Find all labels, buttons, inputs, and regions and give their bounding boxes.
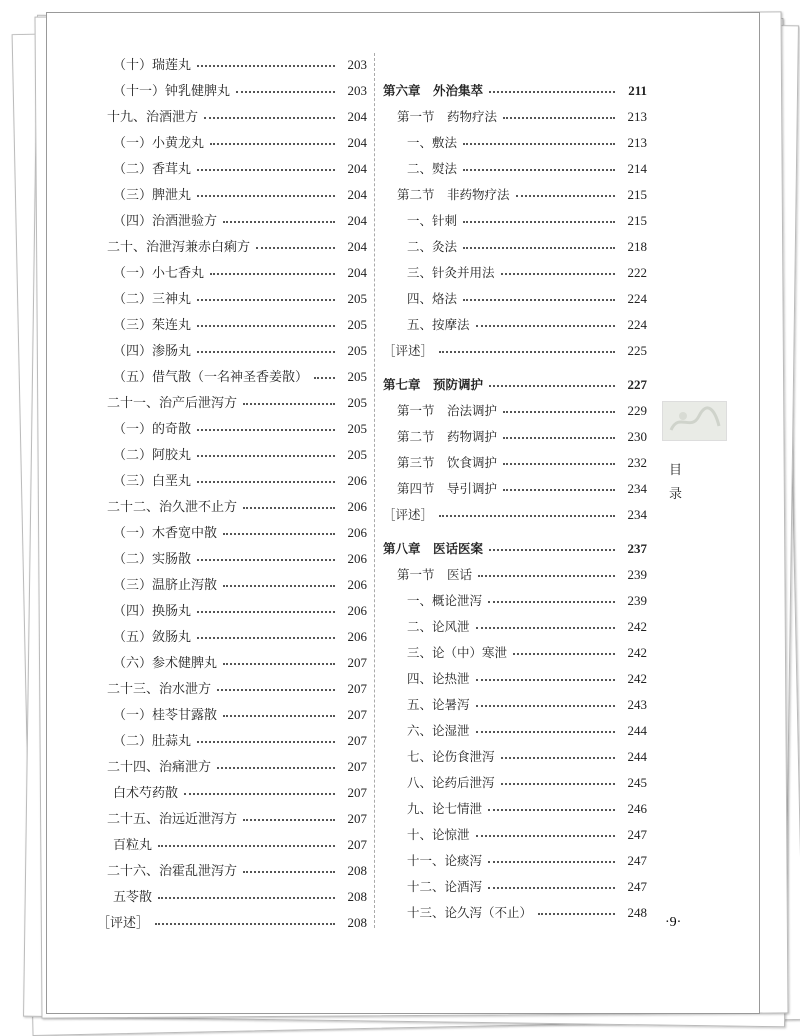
toc-entry-title: 第一节 治法调护 xyxy=(397,403,498,418)
toc-entry-title: 七、论伤食泄泻 xyxy=(407,749,495,764)
toc-entry xyxy=(83,697,367,723)
dot-leader xyxy=(210,273,335,275)
toc-entry-title: 二、论风泄 xyxy=(407,619,470,634)
toc-entry-page: 204 xyxy=(347,161,367,176)
toc-entry-title: 二十四、治痛泄方 xyxy=(107,760,212,775)
toc-entry-page: 245 xyxy=(627,775,647,790)
toc-entry-page: 248 xyxy=(627,905,647,920)
toc-entry-page: 205 xyxy=(347,369,367,384)
dot-leader xyxy=(501,757,615,759)
toc-entry-page: 208 xyxy=(347,915,367,930)
toc-entry-title: 二十六、治霍乱泄泻方 xyxy=(107,864,238,879)
dot-leader xyxy=(501,783,615,785)
toc-entry-page: 247 xyxy=(627,853,647,868)
toc-entry-page: 242 xyxy=(627,671,647,686)
toc-entry xyxy=(383,843,647,869)
toc-entry xyxy=(383,471,647,497)
dot-leader xyxy=(463,247,615,249)
toc-entry-title: （三）温脐止泻散 xyxy=(113,578,218,593)
dot-leader xyxy=(243,819,335,821)
toc-entry xyxy=(83,775,367,801)
toc-entry-title: 第三节 饮食调护 xyxy=(397,455,498,470)
dot-leader xyxy=(197,429,335,431)
toc-entry-page: 227 xyxy=(627,377,647,392)
toc-entry-page: 213 xyxy=(627,109,647,124)
toc-entry-title: （二）三神丸 xyxy=(113,292,192,307)
dot-leader xyxy=(197,351,335,353)
dot-leader xyxy=(476,325,615,327)
toc-entry-page: 204 xyxy=(347,135,367,150)
toc-entry-page: 203 xyxy=(347,83,367,98)
toc-entry xyxy=(83,879,367,905)
toc-entry-page: 222 xyxy=(627,265,647,280)
dot-leader xyxy=(197,637,335,639)
dot-leader xyxy=(538,913,615,915)
toc-entry xyxy=(383,661,647,687)
dot-leader xyxy=(503,463,615,465)
dot-leader xyxy=(513,653,615,655)
dot-leader xyxy=(223,533,335,535)
dot-leader xyxy=(489,385,615,387)
dot-leader xyxy=(439,351,615,353)
dot-leader xyxy=(197,169,335,171)
toc-entry-title: （四）换肠丸 xyxy=(113,604,192,619)
dot-leader xyxy=(463,221,615,223)
dot-leader xyxy=(463,143,615,145)
toc-entry-title: 五苓散 xyxy=(113,890,153,905)
toc-entry xyxy=(383,687,647,713)
toc-entry-title: （二）肚蒜丸 xyxy=(113,734,192,749)
dot-leader xyxy=(503,489,615,491)
toc-entry xyxy=(83,801,367,827)
toc-entry xyxy=(83,437,367,463)
toc-entry-title: 一、概论泄泻 xyxy=(407,593,483,608)
toc-entry xyxy=(83,619,367,645)
toc-entry xyxy=(383,99,647,125)
toc-entry-title: 十九、治酒泄方 xyxy=(107,110,199,125)
toc-entry xyxy=(83,541,367,567)
toc-entry-title: 十三、论久泻（不止） xyxy=(407,905,533,920)
toc-entry-page: 207 xyxy=(347,681,367,696)
toc-entry xyxy=(83,671,367,697)
dot-leader xyxy=(158,845,335,847)
dot-leader xyxy=(197,741,335,743)
toc-entry xyxy=(383,739,647,765)
dot-leader xyxy=(488,809,615,811)
toc-right-column xyxy=(383,65,647,921)
toc-entry xyxy=(83,47,367,73)
toc-entry xyxy=(83,723,367,749)
toc-entry-page: 211 xyxy=(628,83,647,98)
toc-left-column xyxy=(83,47,367,931)
toc-entry-title: 第四节 导引调护 xyxy=(397,481,498,496)
toc-entry-page: 230 xyxy=(627,429,647,444)
toc-entry-title: 第二节 非药物疗法 xyxy=(397,187,510,202)
toc-entry xyxy=(83,255,367,281)
toc-entry-title: ［评述］ xyxy=(383,507,434,522)
toc-entry-page: 204 xyxy=(347,239,367,254)
toc-entry-title: ［评述］ xyxy=(383,343,434,358)
toc-entry-page: 244 xyxy=(627,723,647,738)
toc-entry-page: 204 xyxy=(347,213,367,228)
toc-entry xyxy=(383,151,647,177)
toc-entry xyxy=(383,609,647,635)
toc-entry-title: （一）木香宽中散 xyxy=(113,526,218,541)
toc-entry-page: 207 xyxy=(347,785,367,800)
dot-leader xyxy=(516,195,615,197)
toc-entry xyxy=(83,905,367,931)
toc-entry xyxy=(83,827,367,853)
toc-entry-page: 213 xyxy=(627,135,647,150)
toc-entry xyxy=(83,645,367,671)
toc-entry xyxy=(83,489,367,515)
toc-entry-page: 224 xyxy=(627,317,647,332)
dot-leader xyxy=(489,91,615,93)
toc-entry-title: 二、熨法 xyxy=(407,161,458,176)
toc-entry-page: 206 xyxy=(347,499,367,514)
toc-entry-page: 207 xyxy=(347,655,367,670)
toc-entry-title: 百粒丸 xyxy=(113,838,153,853)
dot-leader xyxy=(197,455,335,457)
toc-entry-page: 243 xyxy=(627,697,647,712)
toc-entry xyxy=(83,307,367,333)
toc-entry-page: 206 xyxy=(347,473,367,488)
toc-entry-title: 二、灸法 xyxy=(407,239,458,254)
dot-leader xyxy=(223,585,335,587)
toc-entry-title: （四）渗肠丸 xyxy=(113,344,192,359)
toc-entry-title: （一）的奇散 xyxy=(113,422,192,437)
toc-chapter-entry xyxy=(383,531,647,557)
toc-entry-title: 第七章 预防调护 xyxy=(383,377,484,392)
toc-entry xyxy=(383,393,647,419)
toc-entry-title: 四、烙法 xyxy=(407,291,458,306)
dot-leader xyxy=(197,611,335,613)
toc-entry xyxy=(383,125,647,151)
dot-leader xyxy=(236,91,335,93)
toc-entry-page: 207 xyxy=(347,837,367,852)
toc-entry-page: 234 xyxy=(627,507,647,522)
toc-entry-title: 第一节 医话 xyxy=(397,567,473,582)
toc-entry xyxy=(383,281,647,307)
toc-entry xyxy=(383,445,647,471)
toc-entry xyxy=(383,307,647,333)
toc-entry-title: （四）治酒泄验方 xyxy=(113,214,218,229)
toc-entry-title: 九、论七情泄 xyxy=(407,801,483,816)
toc-entry xyxy=(83,853,367,879)
dot-leader xyxy=(503,117,615,119)
toc-entry-page: 207 xyxy=(347,733,367,748)
dot-leader xyxy=(488,887,615,889)
toc-entry-title: 二十二、治久泄不止方 xyxy=(107,500,238,515)
dot-leader xyxy=(197,559,335,561)
toc-entry xyxy=(383,713,647,739)
toc-entry xyxy=(83,515,367,541)
dot-leader xyxy=(488,861,615,863)
side-label-mu: 目 xyxy=(669,463,683,478)
toc-entry-page: 206 xyxy=(347,551,367,566)
toc-entry xyxy=(83,177,367,203)
toc-entry-title: 二十五、治远近泄泻方 xyxy=(107,812,238,827)
dot-leader xyxy=(197,481,335,483)
toc-entry-title: 二十一、治产后泄泻方 xyxy=(107,396,238,411)
toc-entry xyxy=(383,765,647,791)
toc-entry-page: 205 xyxy=(347,291,367,306)
toc-entry-title: （二）阿胶丸 xyxy=(113,448,192,463)
toc-entry xyxy=(383,419,647,445)
toc-entry xyxy=(83,385,367,411)
toc-entry-title: （二）实肠散 xyxy=(113,552,192,567)
toc-entry-title: 三、论（中）寒泄 xyxy=(407,645,508,660)
toc-entry-title: 四、论热泄 xyxy=(407,671,470,686)
dot-leader xyxy=(243,507,335,509)
toc-entry-page: 229 xyxy=(627,403,647,418)
toc-entry-page: 206 xyxy=(347,577,367,592)
toc-page xyxy=(46,12,760,1014)
toc-entry-title: （一）桂苓甘露散 xyxy=(113,708,218,723)
toc-entry-page: 244 xyxy=(627,749,647,764)
toc-entry-page: 215 xyxy=(627,187,647,202)
toc-entry xyxy=(383,333,647,359)
dot-leader xyxy=(503,437,615,439)
toc-entry xyxy=(83,593,367,619)
dot-leader xyxy=(197,325,335,327)
dot-leader xyxy=(476,627,615,629)
toc-entry-page: 242 xyxy=(627,619,647,634)
toc-entry xyxy=(83,151,367,177)
toc-entry xyxy=(383,869,647,895)
toc-entry-title: 一、敷法 xyxy=(407,135,458,150)
toc-entry-title: （十一）钟乳健脾丸 xyxy=(113,84,231,99)
toc-entry xyxy=(383,229,647,255)
toc-entry-page: 247 xyxy=(627,827,647,842)
toc-entry-page: 203 xyxy=(347,57,367,72)
toc-entry-page: 204 xyxy=(347,109,367,124)
toc-entry xyxy=(83,281,367,307)
dot-leader xyxy=(476,835,615,837)
toc-entry-title: 五、按摩法 xyxy=(407,317,470,332)
toc-entry-title: （六）参术健脾丸 xyxy=(113,656,218,671)
dot-leader xyxy=(155,923,335,925)
toc-entry-page: 206 xyxy=(347,629,367,644)
dot-leader xyxy=(217,689,335,691)
column-divider xyxy=(374,53,375,928)
toc-entry xyxy=(383,203,647,229)
toc-entry-page: 242 xyxy=(627,645,647,660)
toc-entry xyxy=(83,73,367,99)
toc-entry-page: 206 xyxy=(347,525,367,540)
side-label-lu: 录 xyxy=(669,487,683,502)
toc-entry-page: 232 xyxy=(627,455,647,470)
toc-entry xyxy=(83,203,367,229)
toc-entry-page: 234 xyxy=(627,481,647,496)
toc-entry-title: 二十、治泄泻兼赤白痢方 xyxy=(107,240,251,255)
toc-entry xyxy=(83,229,367,255)
toc-entry-page: 208 xyxy=(347,889,367,904)
dot-leader xyxy=(158,897,335,899)
toc-entry-title: （三）茱连丸 xyxy=(113,318,192,333)
toc-entry-page: 206 xyxy=(347,603,367,618)
toc-entry-title: 一、针刺 xyxy=(407,213,458,228)
dot-leader xyxy=(223,221,335,223)
toc-chapter-entry xyxy=(383,367,647,393)
toc-entry-title: （三）脾泄丸 xyxy=(113,188,192,203)
dot-leader xyxy=(243,871,335,873)
dot-leader xyxy=(463,299,615,301)
toc-entry-page: 215 xyxy=(627,213,647,228)
dot-leader xyxy=(256,247,335,249)
dot-leader xyxy=(501,273,615,275)
toc-entry-page: 247 xyxy=(627,879,647,894)
toc-entry-page: 205 xyxy=(347,421,367,436)
page-number: ·9· xyxy=(665,915,682,930)
toc-entry-title: 二十三、治水泄方 xyxy=(107,682,212,697)
toc-entry xyxy=(83,463,367,489)
toc-entry-page: 224 xyxy=(627,291,647,306)
dot-leader xyxy=(489,549,615,551)
toc-entry-title: 第六章 外治集萃 xyxy=(383,83,484,98)
toc-entry-page: 207 xyxy=(347,759,367,774)
toc-entry xyxy=(83,99,367,125)
toc-entry-page: 205 xyxy=(347,343,367,358)
toc-chapter-entry xyxy=(383,73,647,99)
dot-leader xyxy=(503,411,615,413)
dot-leader xyxy=(478,575,615,577)
toc-entry xyxy=(83,333,367,359)
dot-leader xyxy=(197,195,335,197)
toc-entry-page: 246 xyxy=(627,801,647,816)
dot-leader xyxy=(197,65,335,67)
toc-entry xyxy=(383,255,647,281)
toc-entry-page: 207 xyxy=(347,707,367,722)
toc-entry-title: （三）白垩丸 xyxy=(113,474,192,489)
toc-entry-page: 239 xyxy=(627,567,647,582)
toc-entry-title: （五）敛肠丸 xyxy=(113,630,192,645)
dot-leader xyxy=(223,663,335,665)
toc-entry xyxy=(83,125,367,151)
dot-leader xyxy=(184,793,335,795)
toc-entry-page: 239 xyxy=(627,593,647,608)
toc-entry-title: 五、论暑泻 xyxy=(407,697,470,712)
toc-entry-title: （五）借气散（一名神圣香姜散） xyxy=(113,370,309,385)
toc-entry-page: 205 xyxy=(347,395,367,410)
toc-entry xyxy=(383,817,647,843)
toc-entry-page: 204 xyxy=(347,187,367,202)
toc-entry-page: 218 xyxy=(627,239,647,254)
toc-entry-title: （一）小七香丸 xyxy=(113,266,205,281)
toc-entry xyxy=(83,359,367,385)
dot-leader xyxy=(439,515,615,517)
toc-entry-page: 205 xyxy=(347,317,367,332)
toc-entry xyxy=(83,567,367,593)
toc-entry xyxy=(383,583,647,609)
dot-leader xyxy=(243,403,335,405)
toc-entry-title: 八、论药后泄泻 xyxy=(407,775,495,790)
toc-entry xyxy=(383,497,647,523)
toc-entry-title: ［评述］ xyxy=(97,916,150,931)
toc-entry xyxy=(383,557,647,583)
dot-leader xyxy=(314,377,335,379)
dot-leader xyxy=(463,169,615,171)
toc-entry-page: 208 xyxy=(347,863,367,878)
toc-entry xyxy=(83,411,367,437)
toc-entry-page: 207 xyxy=(347,811,367,826)
toc-entry xyxy=(383,635,647,661)
toc-entry-title: （一）小黄龙丸 xyxy=(113,136,205,151)
dot-leader xyxy=(217,767,335,769)
toc-entry-title: 第八章 医话医案 xyxy=(383,541,484,556)
dot-leader xyxy=(488,601,615,603)
dot-leader xyxy=(476,679,615,681)
dot-leader xyxy=(223,715,335,717)
toc-entry-title: 十二、论酒泻 xyxy=(407,879,483,894)
toc-entry-title: 白术芍药散 xyxy=(113,786,179,801)
toc-entry xyxy=(383,177,647,203)
dot-leader xyxy=(197,299,335,301)
dot-leader xyxy=(476,731,615,733)
toc-entry-title: 十一、论痰泻 xyxy=(407,853,483,868)
toc-entry xyxy=(383,791,647,817)
dot-leader xyxy=(476,705,615,707)
toc-entry-title: （十）瑞莲丸 xyxy=(113,58,192,73)
dragon-seal-icon xyxy=(662,401,727,441)
toc-entry-title: 三、针灸并用法 xyxy=(407,265,495,280)
toc-entry-title: （二）香茸丸 xyxy=(113,162,192,177)
toc-entry-title: 六、论湿泄 xyxy=(407,723,470,738)
toc-entry xyxy=(383,895,647,921)
toc-entry-page: 204 xyxy=(347,265,367,280)
toc-entry-page: 205 xyxy=(347,447,367,462)
toc-entry-page: 225 xyxy=(627,343,647,358)
toc-entry-page: 214 xyxy=(627,161,647,176)
dot-leader xyxy=(210,143,335,145)
toc-entry-page: 237 xyxy=(627,541,647,556)
dot-leader xyxy=(204,117,335,119)
toc-entry-title: 第二节 药物调护 xyxy=(397,429,498,444)
toc-entry xyxy=(83,749,367,775)
toc-entry-title: 十、论惊泄 xyxy=(407,827,470,842)
toc-entry-title: 第一节 药物疗法 xyxy=(397,109,498,124)
